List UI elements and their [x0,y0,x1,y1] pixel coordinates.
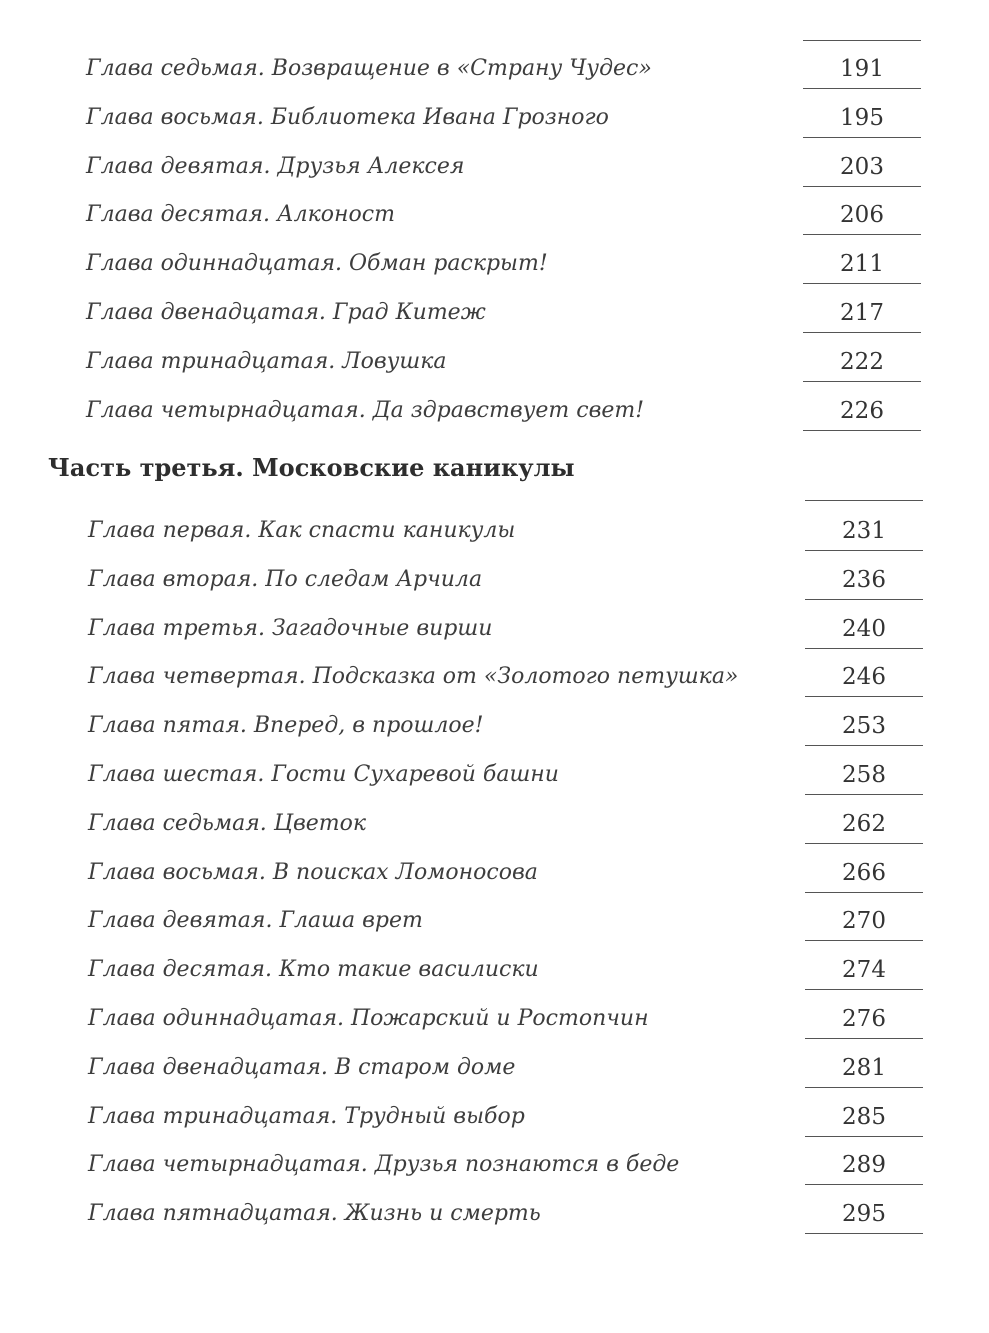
toc-entry-title: Глава одиннадцатая. Обман раскрыт! [86,251,548,277]
toc-entry-title: Глава восьмая. Библиотека Ивана Грозного [86,104,609,130]
toc-entry-title: Глава десятая. Алконост [86,202,395,228]
toc-entry[interactable] [2,850,989,899]
toc-entry-page: 191 [803,54,921,84]
toc-entry-title: Глава седьмая. Возвращение в «Страну Чудес» [86,56,652,81]
toc-entry[interactable] [0,290,989,339]
toc-entry[interactable] [2,1045,989,1094]
toc-entry-title: Глава девятая. Друзья Алексея [86,153,465,179]
toc-entry-page: 206 [803,200,921,230]
toc-entry[interactable] [0,95,989,144]
toc-entry-page: 281 [805,1053,923,1083]
toc-entry-title: Глава вторая. По следам Арчила [88,566,483,592]
toc-entry[interactable] [2,996,989,1045]
toc-entry[interactable] [0,192,989,241]
toc-entry[interactable] [2,1142,989,1191]
toc-entry-title: Глава шестая. Гости Сухаревой башни [88,761,559,787]
toc-entry-page: 285 [805,1102,923,1132]
toc-entry-title: Глава тринадцатая. Ловушка [86,348,447,374]
toc-section-part-three [2,508,989,1240]
toc-entry[interactable] [0,339,989,388]
toc-entry[interactable] [2,752,989,801]
toc-entry[interactable] [0,144,989,193]
toc-entry-page: 266 [805,858,923,888]
toc-entry-page: 289 [805,1150,923,1180]
toc-entry-title: Глава четырнадцатая. Да здравствует свет! [86,397,645,423]
toc-entry-title: Глава одиннадцатая. Пожарский и Ростопчин [88,1005,649,1031]
toc-entry-page: 226 [803,396,921,426]
toc-entry-page: 274 [805,955,923,985]
toc-entry-page: 246 [805,662,923,692]
toc-entry[interactable] [2,898,989,947]
toc-entry-page: 276 [805,1004,923,1034]
toc-entry-title: Глава пятая. Вперед, в прошлое! [88,713,484,739]
toc-entry-title: Глава третья. Загадочные вирши [88,615,493,641]
toc-entry-page: 195 [803,103,921,133]
toc-entry[interactable] [2,654,989,703]
toc-entry-title: Глава двенадцатая. В старом доме [88,1054,516,1080]
toc-entry[interactable] [2,801,989,850]
part-heading: Часть третья. Московские каникулы [48,453,575,482]
toc-entry[interactable] [2,606,989,655]
toc-entry-page: 231 [805,516,923,546]
toc-entry-title: Глава четвертая. Подсказка от «Золотого петушка» [88,664,739,690]
toc-entry-title: Глава седьмая. Цветок [88,810,367,836]
toc-section-part-two-continued [0,46,989,436]
toc-entry[interactable] [2,1094,989,1143]
toc-entry-page: 240 [805,614,923,644]
toc-entry-title: Глава тринадцатая. Трудный выбор [88,1103,525,1129]
toc-entry-title: Глава первая. Как спасти каникулы [88,518,516,543]
toc-entry-page: 270 [805,906,923,936]
toc-entry-page: 262 [805,809,923,839]
page-column-top-rule [805,500,923,501]
toc-entry-title: Глава пятнадцатая. Жизнь и смерть [88,1201,541,1227]
toc-entry[interactable] [2,508,989,557]
toc-entry[interactable] [0,46,989,95]
toc-entry-page: 203 [803,152,921,182]
toc-entry[interactable] [0,388,989,437]
toc-entry-title: Глава восьмая. В поисках Ломоносова [88,859,538,885]
toc-entry[interactable] [2,1191,989,1240]
toc-entry-page: 258 [805,760,923,790]
toc-entry-page: 236 [805,565,923,595]
toc-entry-page: 295 [805,1199,923,1229]
toc-entry[interactable] [2,947,989,996]
toc-entry-page: 211 [803,249,921,279]
toc-entry-page: 222 [803,347,921,377]
page-column-top-rule [803,40,921,41]
toc-entry[interactable] [2,557,989,606]
toc-entry-page: 217 [803,298,921,328]
toc-entry[interactable] [2,703,989,752]
toc-entry-page: 253 [805,711,923,741]
toc-entry[interactable] [0,241,989,290]
toc-entry-title: Глава девятая. Глаша врет [88,908,423,934]
toc-entry-title: Глава двенадцатая. Град Китеж [86,299,486,325]
toc-entry-title: Глава четырнадцатая. Друзья познаются в беде [88,1152,680,1178]
toc-entry-title: Глава десятая. Кто такие василиски [88,957,539,983]
